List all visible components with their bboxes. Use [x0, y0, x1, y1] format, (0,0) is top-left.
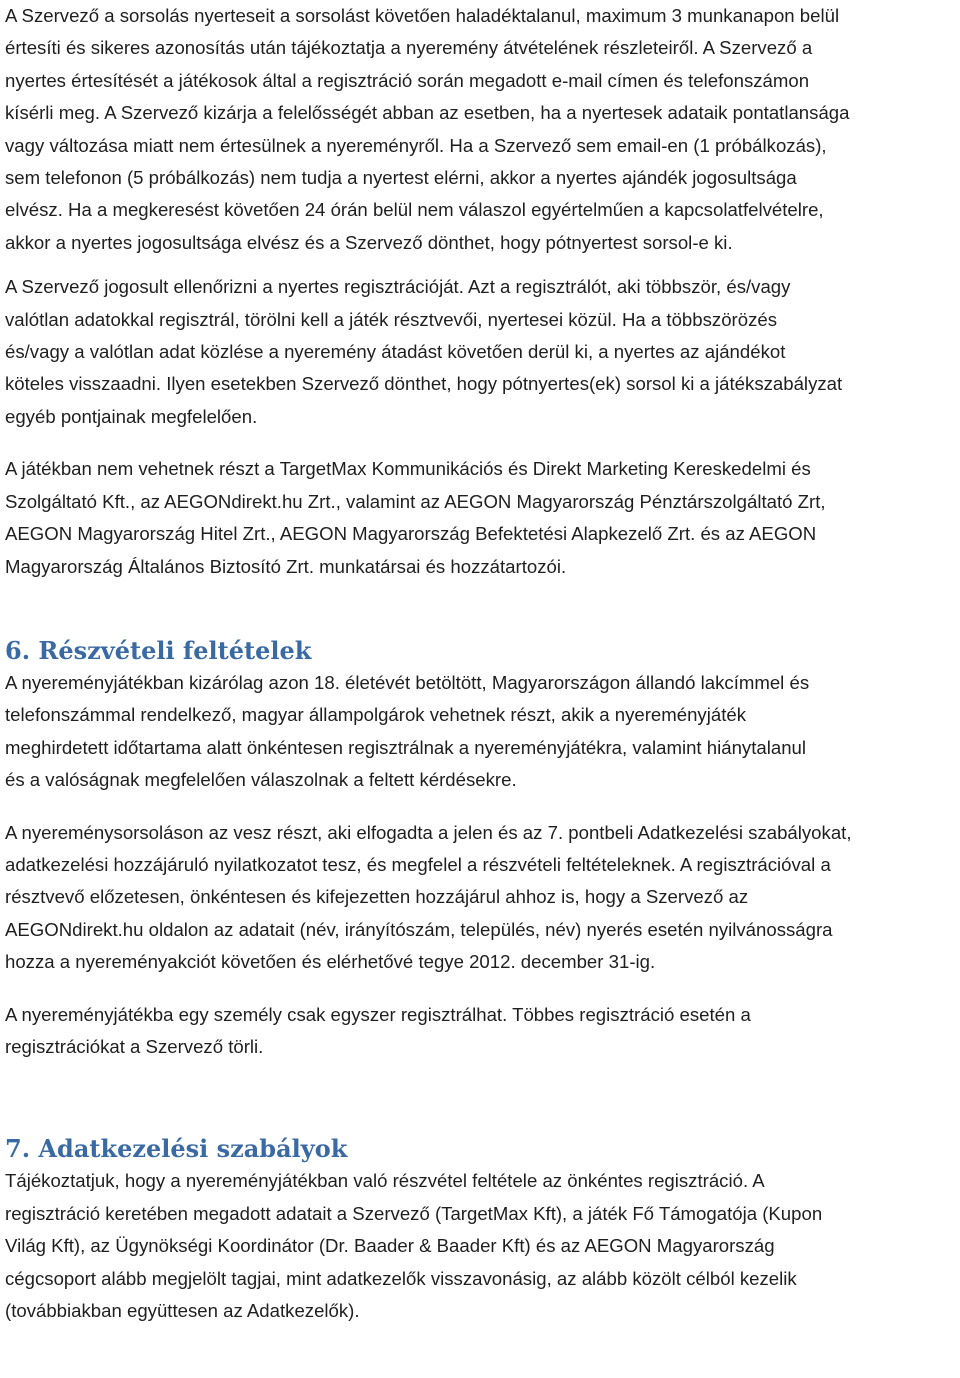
- text-line: AEGONdirekt.hu oldalon az adatait (név, irányítószám, település, név) nyerés esetén nyilvánosságra: [5, 918, 833, 940]
- text-line: kísérli meg. A Szervező kizárja a felelősségét abban az esetben, ha a nyertesek adataik pontatlansága: [5, 102, 850, 124]
- text-line: sem telefonon (5 próbálkozás) nem tudja a nyertest elérni, akkor a nyertes ajándék jogosultsága: [5, 167, 797, 189]
- paragraph-registration-check: [5, 271, 955, 433]
- section-heading-participation: 6. Részvételi feltételek: [5, 635, 312, 665]
- paragraph-single-registration: [5, 999, 955, 1064]
- text-line: A Szervező a sorsolás nyerteseit a sorsolást követően haladéktalanul, maximum 3 munkanapon belül: [5, 5, 840, 26]
- text-line: adatkezelési hozzájáruló nyilatkozatot tesz, és megfelel a részvételi feltételeknek. A regisztrációval a: [5, 853, 831, 875]
- text-line: és/vagy a valótlan adat közlése a nyeremény átadást követően derül ki, a nyertes az ajándékot: [5, 341, 786, 363]
- text-line: Szolgáltató Kft., az AEGONdirekt.hu Zrt., valamint az AEGON Magyarország Pénztárszolgáltató Zrt,: [5, 490, 826, 512]
- text-line: elvész. Ha a megkeresést követően 24 órán belül nem válaszol egyértelműen a kapcsolatfelvételre,: [5, 199, 824, 221]
- text-line: A nyereményjátékba egy személy csak egyszer regisztrálhat. Többes regisztráció esetén a: [5, 1003, 751, 1025]
- paragraph-eligibility: [5, 667, 955, 797]
- section-heading-data-handling: 7. Adatkezelési szabályok: [5, 1134, 348, 1164]
- text-line: Tájékoztatjuk, hogy a nyereményjátékban való részvétel feltétele az önkéntes regisztráció. A: [5, 1170, 765, 1192]
- text-line: regisztrációkat a Szervező törli.: [5, 1035, 264, 1057]
- text-line: és a valóságnak megfelelően válaszolnak a feltett kérdésekre.: [5, 769, 517, 791]
- text-line: A játékban nem vehetnek részt a TargetMax Kommunikációs és Direkt Marketing Kereskedelmi és: [5, 458, 811, 480]
- text-line: telefonszámmal rendelkező, magyar állampolgárok vehetnek részt, akik a nyereményjáték: [5, 704, 747, 726]
- text-line: akkor a nyertes jogosultsága elvész és a Szervező dönthet, hogy pótnyertest sorsol-e ki.: [5, 231, 733, 253]
- text-line: A nyereményjátékban kizárólag azon 18. életévét betöltött, Magyarországon állandó lakcímmel és: [5, 671, 810, 693]
- paragraph-data-handling-info: [5, 1165, 955, 1327]
- paragraph-draw-participation: [5, 817, 955, 979]
- document-page: [5, 0, 955, 1327]
- text-line: valótlan adatokkal regisztrál, törölni kell a játék résztvevői, nyertesei közül. Ha a többszörözés: [5, 308, 778, 330]
- text-line: résztvevő előzetesen, önkéntesen és kifejezetten hozzájárul ahhoz is, hogy a Szervező az: [5, 886, 749, 908]
- text-line: értesíti és sikeres azonosítás után tájékoztatja a nyeremény átvételének részleteiről. A Szervező a: [5, 37, 813, 59]
- text-line: vagy változása miatt nem értesülnek a nyereményről. Ha a Szervező sem email-en (1 próbálkozás),: [5, 134, 827, 156]
- text-line: egyéb pontjainak megfelelően.: [5, 405, 258, 427]
- text-line: A Szervező jogosult ellenőrizni a nyertes regisztrációját. Azt a regisztrálót, aki többször, és/vagy: [5, 276, 791, 298]
- text-line: köteles visszaadni. Ilyen esetekben Szervező dönthet, hogy pótnyertes(ek) sorsol ki a játékszabályzat: [5, 373, 843, 395]
- text-line: nyertes értesítését a játékosok által a regisztráció során megadott e-mail címen és telefonszámon: [5, 69, 810, 91]
- text-line: hozza a nyereményakciót követően és elérhetővé tegye 2012. december 31-ig.: [5, 951, 656, 973]
- paragraph-winner-notification: [5, 0, 955, 259]
- paragraph-excluded-participants: [5, 453, 955, 583]
- text-line: Világ Kft), az Ügynökségi Koordinátor (Dr. Baader & Baader Kft) és az AEGON Magyarország: [5, 1235, 775, 1257]
- text-line: cégcsoport alább megjelölt tagjai, mint adatkezelők visszavonásig, az alább közölt célból kezelik: [5, 1267, 797, 1289]
- text-line: A nyereménysorsoláson az vesz részt, aki elfogadta a jelen és az 7. pontbeli Adatkezelési szabályokat,: [5, 821, 852, 843]
- text-line: Magyarország Általános Biztosító Zrt. munkatársai és hozzátartozói.: [5, 555, 567, 577]
- text-line: regisztráció keretében megadott adatait a Szervező (TargetMax Kft), a játék Fő Támogatója (Kupon: [5, 1202, 823, 1224]
- text-line: meghirdetett időtartama alatt önkéntesen regisztrálnak a nyereményjátékra, valamint hiánytalanul: [5, 736, 807, 758]
- text-line: AEGON Magyarország Hitel Zrt., AEGON Magyarország Befektetési Alapkezelő Zrt. és az AEGON: [5, 523, 817, 545]
- text-line: (továbbiakban együttesen az Adatkezelők).: [5, 1300, 360, 1321]
